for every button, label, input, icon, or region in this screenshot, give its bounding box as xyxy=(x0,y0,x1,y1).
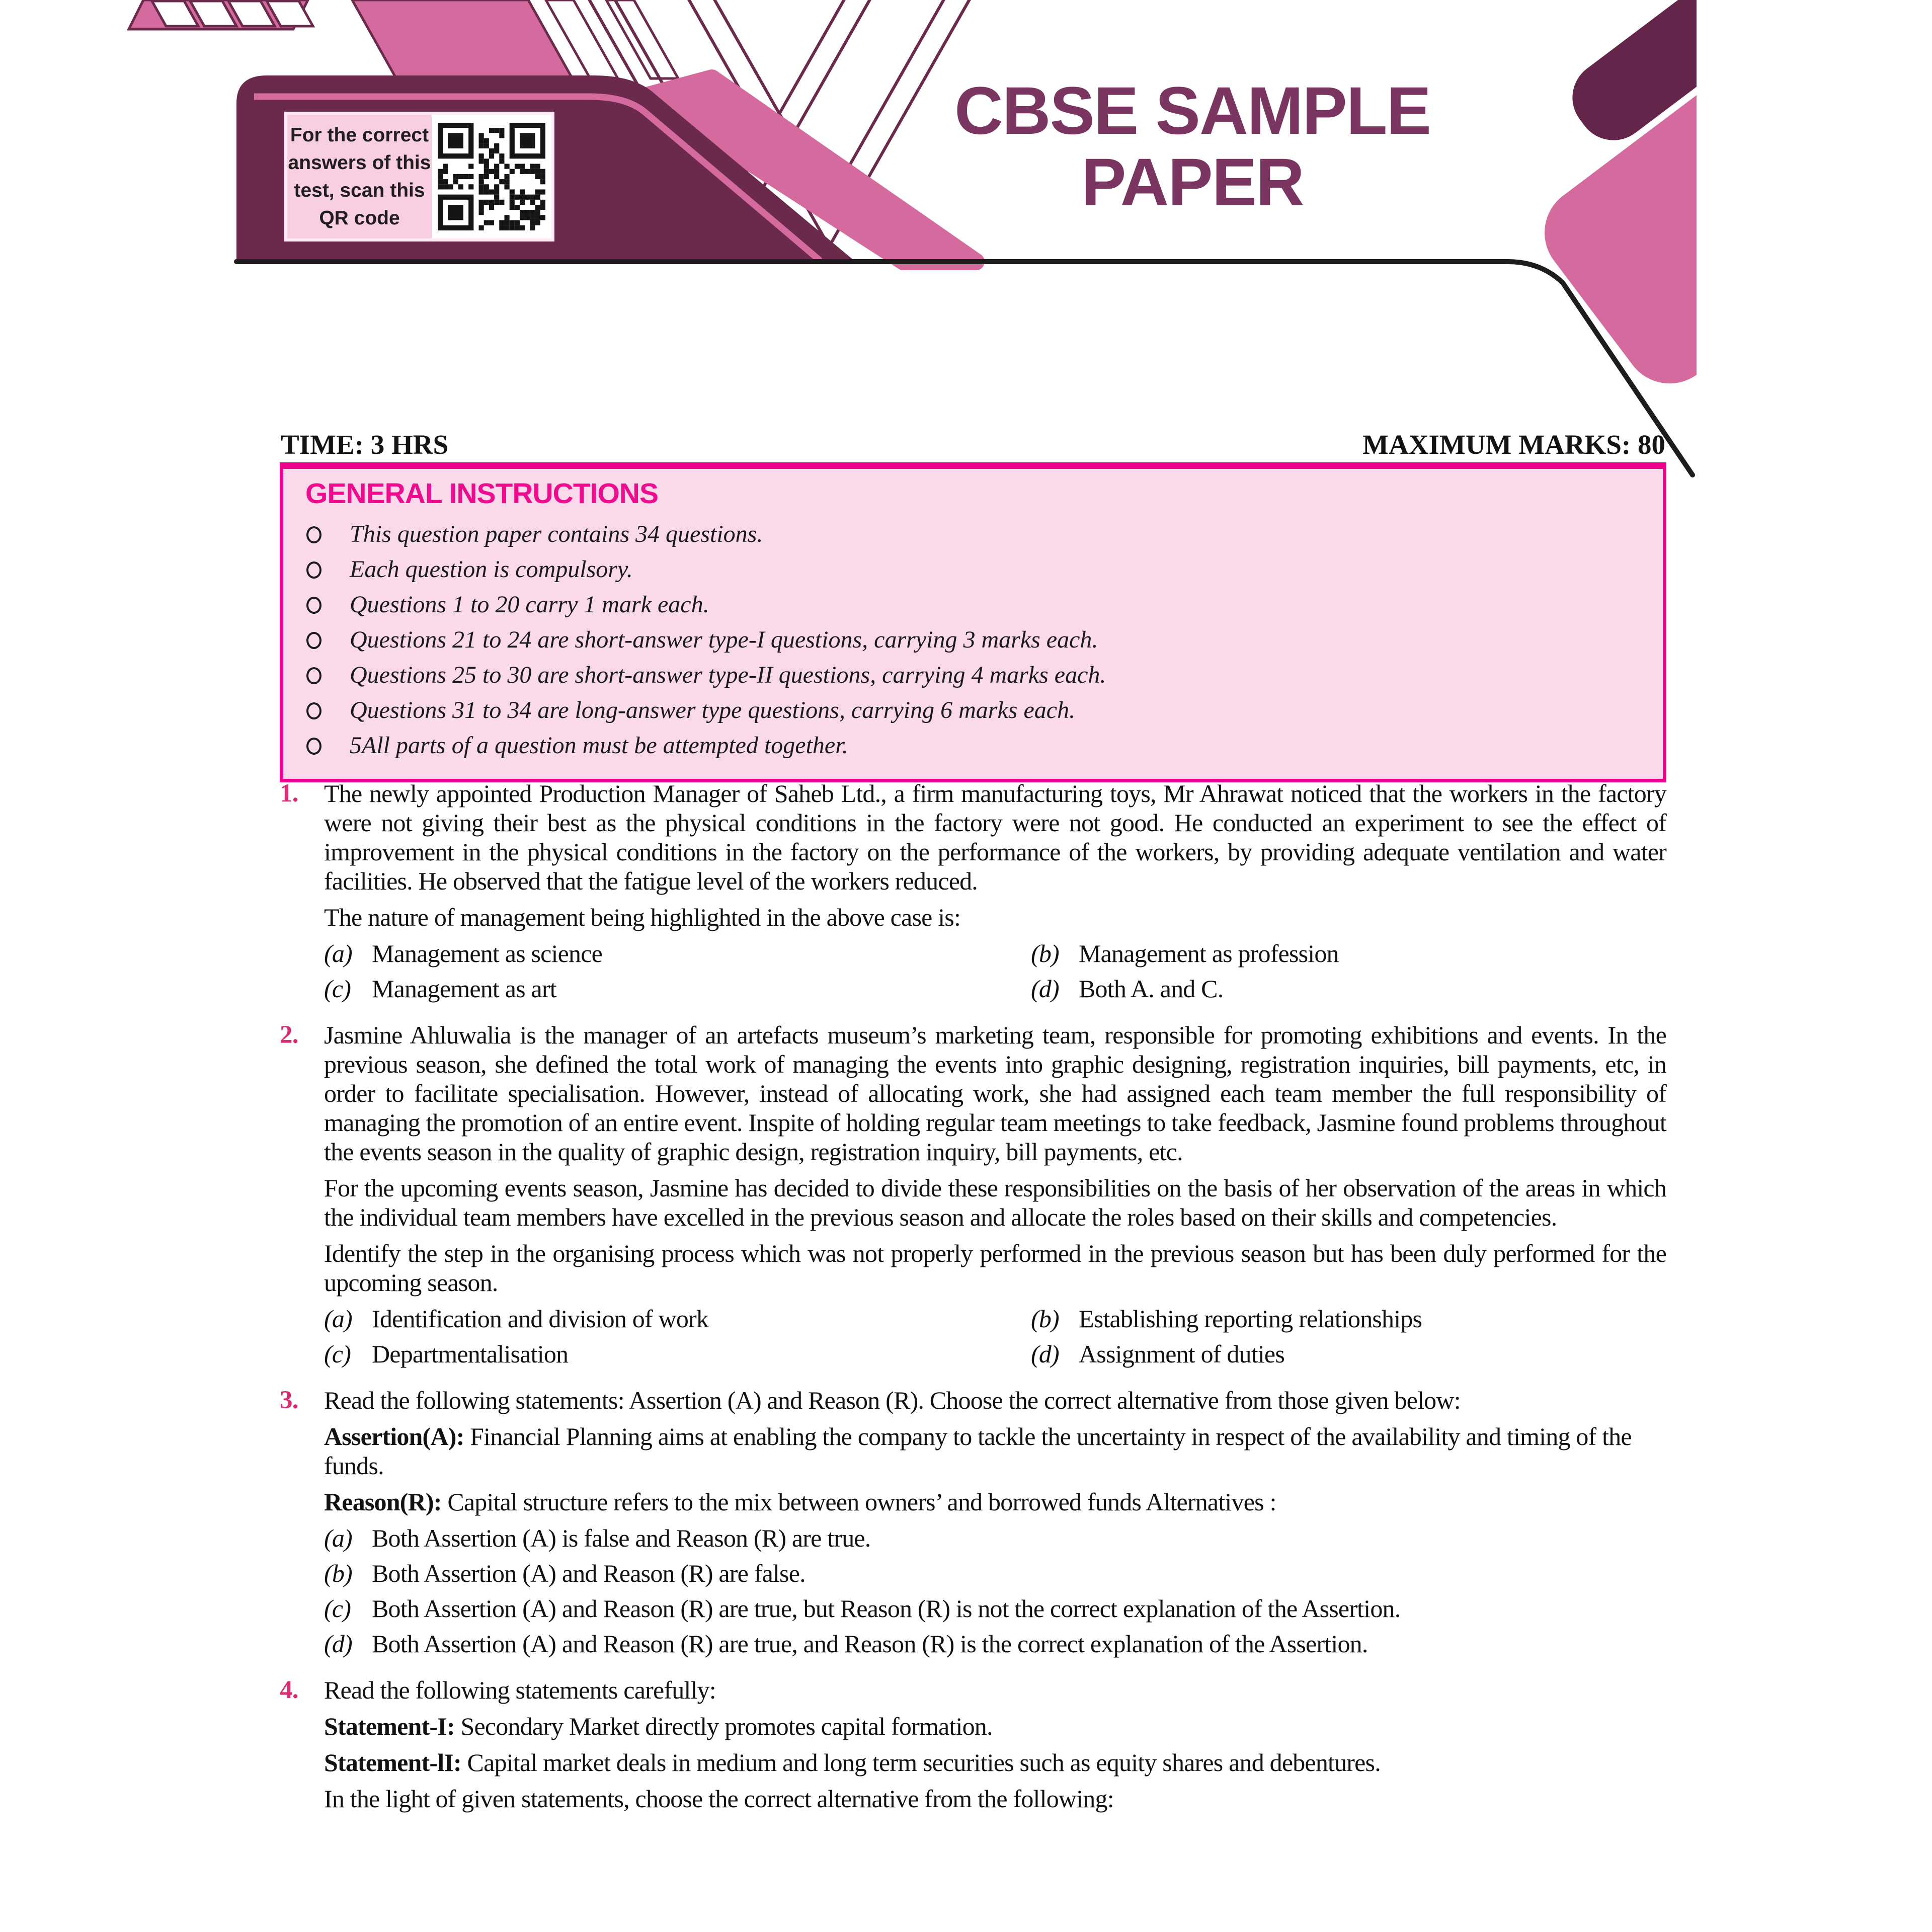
circle-bullet-icon xyxy=(306,526,321,543)
instruction-item xyxy=(298,591,1643,619)
option-item xyxy=(324,1339,1031,1369)
option-item xyxy=(324,974,1031,1003)
instruction-text: This question paper contains 34 questions. xyxy=(350,521,763,547)
question-number: 2. xyxy=(280,1021,298,1049)
question-body xyxy=(324,779,1666,1009)
page-title xyxy=(855,75,1530,218)
option-item xyxy=(324,1629,1666,1658)
options-group xyxy=(324,1304,1666,1369)
option-item xyxy=(324,1523,1666,1553)
option-text: Both Assertion (A) and Reason (R) are false. xyxy=(372,1559,806,1587)
option-letter: (a) xyxy=(324,1305,352,1333)
question-paragraph: Read the following statements: Assertion (A) and Reason (R). Choose the correct alternative from those given below: xyxy=(324,1386,1461,1414)
options-group xyxy=(324,939,1666,1003)
option-text: Establishing reporting relationships xyxy=(1079,1305,1422,1333)
labeled-statement: Statement-I: Secondary Market directly promotes capital formation. xyxy=(324,1712,993,1740)
general-instructions-box xyxy=(280,462,1666,782)
qr-panel-text-line: For the correct xyxy=(290,124,429,146)
question-paragraph: In the light of given statements, choose the correct alternative from the following: xyxy=(324,1785,1114,1813)
instructions-heading: GENERAL INSTRUCTIONS xyxy=(305,477,658,510)
question-number: 1. xyxy=(280,779,298,808)
qr-code xyxy=(438,123,545,230)
option-letter: (b) xyxy=(1031,1305,1059,1333)
question-paragraph: Read the following statements carefully: xyxy=(324,1676,716,1704)
instruction-text: Questions 25 to 30 are short-answer type-II questions, carrying 4 marks each. xyxy=(350,662,1106,688)
instruction-item xyxy=(298,520,1643,548)
circle-bullet-icon xyxy=(306,667,321,684)
options-group xyxy=(324,1523,1666,1658)
question-paragraph: For the upcoming events season, Jasmine has decided to divide these responsibilities on the basis of her observation of the areas in which the individual team members have excelled in the previous season and allocate the roles based on their skills and competencies. xyxy=(324,1174,1666,1231)
ladder-hatch-decoration xyxy=(129,0,313,29)
option-letter: (c) xyxy=(324,1594,351,1623)
option-text: Management as art xyxy=(372,975,556,1003)
option-text: Management as science xyxy=(372,939,602,968)
time-label: TIME: 3 HRS xyxy=(281,429,449,460)
option-text: Both A. and C. xyxy=(1079,975,1224,1003)
pink-parallelogram-decoration xyxy=(352,0,572,78)
option-item xyxy=(1031,1304,1666,1333)
question-number: 3. xyxy=(280,1386,298,1414)
instruction-item xyxy=(298,661,1643,689)
question-body xyxy=(324,1675,1666,1820)
option-item xyxy=(1031,974,1666,1003)
circle-bullet-icon xyxy=(306,702,321,719)
instruction-text: Each question is compulsory. xyxy=(350,556,633,583)
instructions-list xyxy=(298,520,1643,760)
question xyxy=(280,1386,1666,1664)
qr-panel-text-line: test, scan this xyxy=(294,180,425,201)
option-letter: (d) xyxy=(1031,975,1059,1003)
option-item xyxy=(324,1594,1666,1623)
option-letter: (a) xyxy=(324,939,352,968)
labeled-statement: Assertion(A): Financial Planning aims at enabling the company to tackle the uncertainty in respect of the availability and timing of the funds. xyxy=(324,1422,1632,1480)
marks-label: MAXIMUM MARKS: 80 xyxy=(1362,429,1665,460)
question-body xyxy=(324,1386,1666,1664)
option-item xyxy=(324,939,1031,968)
question-paragraph: The nature of management being highlighted in the above case is: xyxy=(324,903,961,931)
title-line-2: PAPER xyxy=(1081,145,1304,220)
instruction-text: Questions 1 to 20 carry 1 mark each. xyxy=(350,591,709,618)
option-text: Identification and division of work xyxy=(372,1305,709,1333)
qr-code-box xyxy=(432,115,551,238)
title-line-1: CBSE SAMPLE xyxy=(954,73,1430,148)
question-paragraph: Identify the step in the organising process which was not properly performed in the previous season but has been duly performed for the upcoming season. xyxy=(324,1239,1666,1297)
statement-label: Reason(R): xyxy=(324,1488,442,1516)
option-letter: (a) xyxy=(324,1524,352,1552)
circle-bullet-icon xyxy=(306,738,321,755)
option-item xyxy=(1031,939,1666,968)
question-body xyxy=(324,1020,1666,1375)
question xyxy=(280,1020,1666,1375)
circle-bullet-icon xyxy=(306,597,321,614)
option-text: Assignment of duties xyxy=(1079,1340,1284,1368)
labeled-statement: Statement-lI: Capital market deals in medium and long term securities such as equity shares and debentures. xyxy=(324,1748,1381,1777)
instruction-text: Questions 21 to 24 are short-answer type-I questions, carrying 3 marks each. xyxy=(350,626,1098,653)
instruction-item xyxy=(298,555,1643,584)
statement-label: Statement-I: xyxy=(324,1712,455,1740)
option-letter: (c) xyxy=(324,975,351,1003)
option-letter: (d) xyxy=(1031,1340,1059,1368)
question-number: 4. xyxy=(280,1676,298,1704)
option-letter: (d) xyxy=(324,1630,352,1658)
statement-label: Statement-lI: xyxy=(324,1748,461,1777)
questions-section xyxy=(280,779,1666,1831)
instruction-text: 5All parts of a question must be attempted together. xyxy=(350,732,848,759)
instruction-item xyxy=(298,626,1643,654)
labeled-statement: Reason(R): Capital structure refers to the mix between owners’ and borrowed funds Alternatives : xyxy=(324,1488,1276,1516)
option-letter: (c) xyxy=(324,1340,351,1368)
instruction-item xyxy=(298,732,1643,760)
option-text: Management as profession xyxy=(1079,939,1339,968)
option-item xyxy=(324,1559,1666,1588)
qr-panel-text xyxy=(287,115,432,238)
statement-label: Assertion(A): xyxy=(324,1422,464,1451)
qr-panel-text-line: QR code xyxy=(319,207,400,229)
option-item xyxy=(324,1304,1031,1333)
instruction-text: Questions 31 to 34 are long-answer type questions, carrying 6 marks each. xyxy=(350,697,1076,723)
option-text: Both Assertion (A) and Reason (R) are true, and Reason (R) is the correct explanation of the Assertion. xyxy=(372,1630,1368,1658)
instruction-item xyxy=(298,696,1643,725)
question-paragraph: The newly appointed Production Manager of Saheb Ltd., a firm manufacturing toys, Mr Ahrawat noticed that the workers in the factory were not giving their best as the physical conditions in the factory were not good. He conducted an experiment to see the effect of improvement in the physical conditions in the factory on the performance of the workers, by providing adequate ventilation and water facilities. He observed that the fatigue level of the workers reduced. xyxy=(324,779,1666,895)
option-letter: (b) xyxy=(1031,939,1059,968)
option-letter: (b) xyxy=(324,1559,352,1587)
qr-panel xyxy=(284,112,554,242)
meta-row xyxy=(281,429,1665,460)
circle-bullet-icon xyxy=(306,632,321,649)
option-text: Both Assertion (A) is false and Reason (R) are true. xyxy=(372,1524,871,1552)
qr-panel-text-line: answers of this xyxy=(288,152,431,174)
question xyxy=(280,779,1666,1009)
option-text: Both Assertion (A) and Reason (R) are true, but Reason (R) is not the correct explanation of the Assertion. xyxy=(372,1594,1401,1623)
option-item xyxy=(1031,1339,1666,1369)
question-paragraph: Jasmine Ahluwalia is the manager of an artefacts museum’s marketing team, responsible for promoting exhibitions and events. In the previous season, she defined the total work of managing the events into graphic designing, registration inquiries, bill payments, etc, in order to facilitate specialisation. However, instead of allocating work, she had assigned each team member the full responsibility of managing the promotion of an entire event. Inspite of holding regular team meetings to take feedback, Jasmine found problems throughout the events season in the quality of graphic design, registration inquiry, bill payments, etc. xyxy=(324,1021,1666,1166)
option-text: Departmentalisation xyxy=(372,1340,569,1368)
question xyxy=(280,1675,1666,1820)
circle-bullet-icon xyxy=(306,561,321,579)
